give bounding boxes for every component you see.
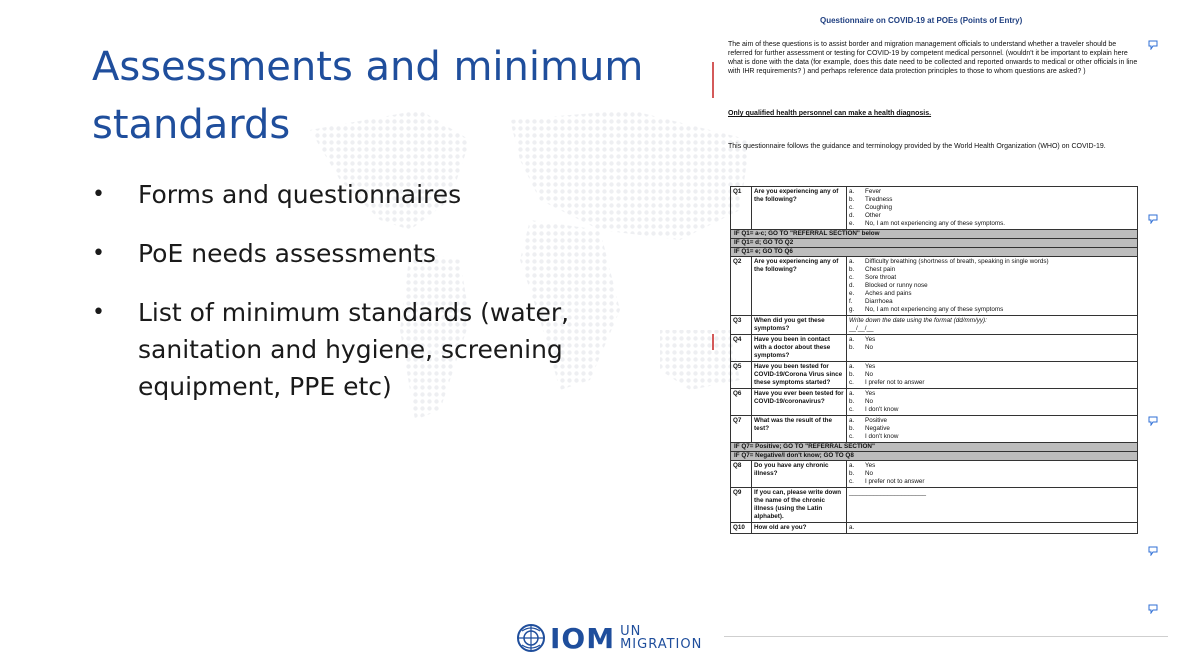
answer-options xyxy=(847,187,1138,230)
answer-option: d. Blocked or runny nose xyxy=(849,282,928,289)
question-number: Q9 xyxy=(731,488,752,523)
table-row xyxy=(731,316,1138,335)
date-blank: __/__/__ xyxy=(849,325,874,332)
question-number: Q8 xyxy=(731,461,752,488)
answer-option: a. Fever xyxy=(849,188,882,195)
routing-row: IF Q1= a-c; GO TO "REFERRAL SECTION" below xyxy=(731,230,1138,239)
routing-row: IF Q7= Negative/I don't know; GO TO Q8 xyxy=(731,452,1138,461)
page-divider xyxy=(724,636,1168,637)
table-row xyxy=(731,257,1138,316)
bullet-text: Forms and questionnaires xyxy=(138,180,462,209)
table-row xyxy=(731,362,1138,389)
change-bar xyxy=(712,334,714,350)
question-text: Are you experiencing any of the following? xyxy=(752,257,847,316)
question-text: When did you get these symptoms? xyxy=(752,316,847,335)
answer-option: b. No xyxy=(849,371,874,378)
question-number: Q6 xyxy=(731,389,752,416)
doc-guidance-note: This questionnaire follows the guidance and terminology provided by the World Health Organization (WHO) on COVID-19. xyxy=(728,143,1106,150)
answer-options xyxy=(847,488,1138,523)
question-number: Q3 xyxy=(731,316,752,335)
answer-option: f. Diarrhoea xyxy=(849,298,893,305)
question-text: How old are you? xyxy=(752,523,847,534)
table-row xyxy=(731,335,1138,362)
question-text: Have you been in contact with a doctor about these symptoms? xyxy=(752,335,847,362)
table-row xyxy=(731,416,1138,443)
question-number: Q10 xyxy=(731,523,752,534)
answer-option: d. Other xyxy=(849,212,881,219)
answer-option: a. Yes xyxy=(849,462,876,469)
answer-option: b. No xyxy=(849,470,874,477)
logo-migration-text: MIGRATION xyxy=(620,637,703,652)
answer-option: a. xyxy=(849,524,855,531)
answer-options xyxy=(847,523,1138,534)
table-row xyxy=(731,461,1138,488)
slide-title: Assessments and minimum standards xyxy=(92,44,644,148)
answer-option: a. Yes xyxy=(849,363,876,370)
answer-options xyxy=(847,335,1138,362)
answer-option: g. No, I am not experiencing any of these symptoms xyxy=(849,306,1004,313)
logo-iom-text: IOM xyxy=(550,621,616,655)
table-row xyxy=(731,389,1138,416)
comment-icon[interactable] xyxy=(1148,546,1158,556)
answer-options xyxy=(847,257,1138,316)
answer-options xyxy=(847,461,1138,488)
comment-icon[interactable] xyxy=(1148,604,1158,614)
doc-title: Questionnaire on COVID-19 at POEs (Points of Entry) xyxy=(820,16,1023,25)
bullet-dot: • xyxy=(92,182,105,207)
question-number: Q1 xyxy=(731,187,752,230)
bullet-list xyxy=(92,176,652,427)
logo-un-text: UN xyxy=(620,624,642,639)
question-text: Have you been tested for COVID-19/Corona Virus since these symptoms started? xyxy=(752,362,847,389)
comment-icon[interactable] xyxy=(1148,214,1158,224)
bullet-dot: • xyxy=(92,241,105,266)
routing-row: IF Q1= e; GO TO Q6 xyxy=(731,248,1138,257)
answer-option: e. No, I am not experiencing any of these symptoms. xyxy=(849,220,1005,227)
answer-option: c. I prefer not to answer xyxy=(849,478,925,485)
bullet-item xyxy=(92,176,652,213)
answer-option: e. Aches and pains xyxy=(849,290,912,297)
bullet-text: PoE needs assessments xyxy=(138,239,436,268)
bullet-item xyxy=(92,294,652,405)
questionnaire-document xyxy=(724,10,1144,630)
table-row xyxy=(731,523,1138,534)
logo-un-migration xyxy=(620,625,702,651)
bullet-item xyxy=(92,235,652,272)
question-number: Q7 xyxy=(731,416,752,443)
answer-option: c. I don't know xyxy=(849,406,899,413)
answer-option: b. No xyxy=(849,398,874,405)
answer-option: b. Chest pain xyxy=(849,266,896,273)
answer-option: b. Tiredness xyxy=(849,196,893,203)
question-text: If you can, please write down the name of the chronic illness (using the Latin alphabet). xyxy=(752,488,847,523)
answer-option: c. I don't know xyxy=(849,433,899,440)
answer-options xyxy=(847,316,1138,335)
question-text: Are you experiencing any of the following? xyxy=(752,187,847,230)
doc-disclaimer: Only qualified health personnel can make a health diagnosis. xyxy=(728,110,932,117)
answer-option: b. Negative xyxy=(849,425,890,432)
bullet-text: List of minimum standards (water, sanitation and hygiene, screening equipment, PPE etc) xyxy=(138,298,570,401)
answer-option: a. Yes xyxy=(849,336,876,343)
comment-icon[interactable] xyxy=(1148,40,1158,50)
question-number: Q4 xyxy=(731,335,752,362)
routing-row: IF Q7= Positive; GO TO "REFERRAL SECTION" xyxy=(731,443,1138,452)
comment-icon[interactable] xyxy=(1148,416,1158,426)
un-emblem-icon xyxy=(516,623,546,653)
answer-option: a. Difficulty breathing (shortness of breath, speaking in single words) xyxy=(849,258,1049,265)
question-number: Q5 xyxy=(731,362,752,389)
iom-logo xyxy=(516,622,702,654)
write-in-blank: ______________________ xyxy=(849,489,927,496)
change-bar xyxy=(712,62,714,98)
table-row xyxy=(731,187,1138,230)
answer-option: a. Yes xyxy=(849,390,876,397)
question-text: Have you ever been tested for COVID-19/coronavirus? xyxy=(752,389,847,416)
question-number: Q2 xyxy=(731,257,752,316)
bullet-dot: • xyxy=(92,300,105,325)
answer-options xyxy=(847,362,1138,389)
answer-option: c. Sore throat xyxy=(849,274,897,281)
answer-options xyxy=(847,416,1138,443)
routing-row: IF Q1= d; GO TO Q2 xyxy=(731,239,1138,248)
answer-option: c. I prefer not to answer xyxy=(849,379,925,386)
answer-options xyxy=(847,389,1138,416)
doc-intro: The aim of these questions is to assist border and migration management officials to understand whether a traveler should be referred for further assessment or testing for COVID-19 by competent medical personnel. (wouldn't it be important to explain here what is done with the data (for example, does this date need to be collected and reported onwards to medical or other officials in line with IHR requirements? ) and perhaps reference data protection principles to those to whom questions are asked? ) xyxy=(728,41,1138,75)
question-text: What was the result of the test? xyxy=(752,416,847,443)
date-instruction: Write down the date using the format (dd/mm/yy): xyxy=(849,317,987,324)
answer-option: b. No xyxy=(849,344,874,351)
questionnaire-table xyxy=(730,186,1138,534)
answer-option: a. Positive xyxy=(849,417,888,424)
table-row xyxy=(731,488,1138,523)
answer-option: c. Coughing xyxy=(849,204,892,211)
question-text: Do you have any chronic illness? xyxy=(752,461,847,488)
